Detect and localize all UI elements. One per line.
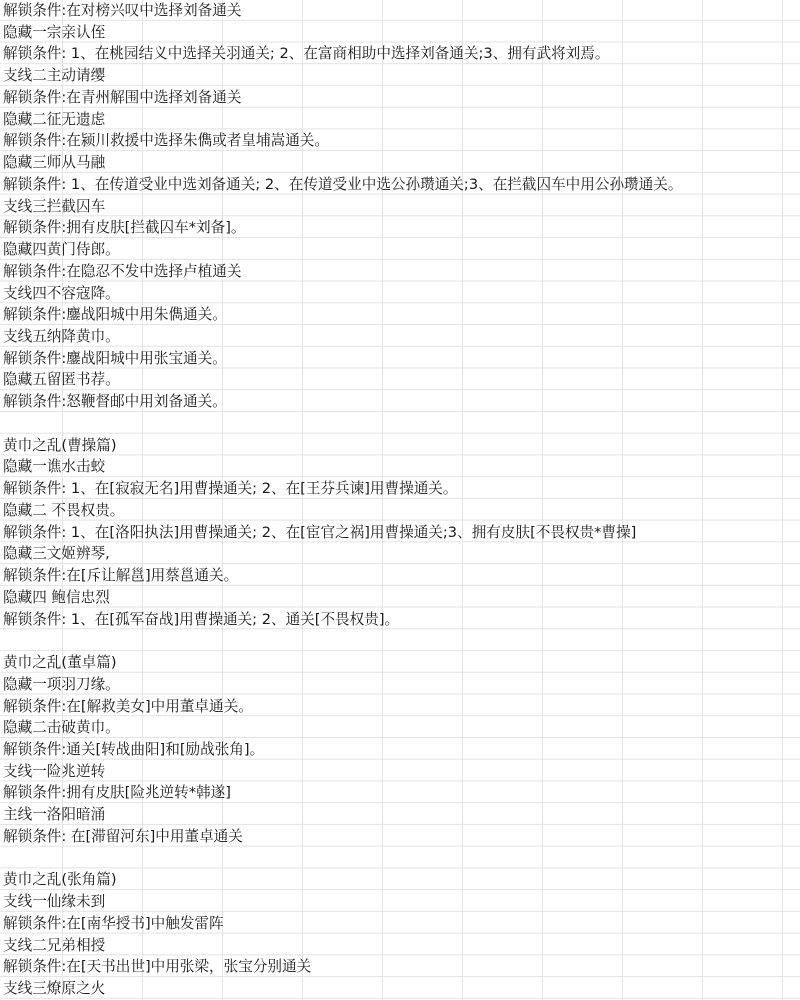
sheet-cell[interactable]: 解锁条件:在隐忍不发中选择卢植通关	[3, 262, 242, 280]
sheet-row	[0, 391, 800, 413]
sheet-row	[0, 978, 800, 1000]
sheet-cell[interactable]: 解锁条件:怒鞭督邮中用刘备通关。	[3, 393, 227, 411]
sheet-row	[0, 956, 800, 978]
sheet-row	[0, 826, 800, 848]
sheet-cell[interactable]: 隐藏五留匿书荐。	[3, 371, 120, 389]
sheet-cell[interactable]: 隐藏二 不畏权贵。	[3, 501, 125, 519]
sheet-cell[interactable]: 解锁条件:拥有皮肤[险兆逆转*韩遂]	[3, 784, 231, 802]
sheet-row	[0, 413, 800, 435]
sheet-row	[0, 587, 800, 609]
sheet-row	[0, 109, 800, 131]
sheet-row	[0, 891, 800, 913]
sheet-row	[0, 348, 800, 370]
sheet-cell[interactable]: 解锁条件:通关[转战曲阳]和[励战张角]。	[3, 740, 265, 758]
sheet-row	[0, 130, 800, 152]
sheet-cell[interactable]: 解锁条件: 在[滞留河东]中用董卓通关	[3, 827, 243, 845]
sheet-cell[interactable]: 解锁条件:在[解救美女]中用董卓通关。	[3, 697, 253, 715]
sheet-cell[interactable]: 隐藏三文姬辨琴,	[3, 545, 110, 563]
sheet-cell[interactable]: 解锁条件:鏖战阳城中用朱儁通关。	[3, 306, 227, 324]
sheet-cell[interactable]: 黄巾之乱(张角篇)	[3, 871, 117, 889]
sheet-row	[0, 913, 800, 935]
sheet-row	[0, 174, 800, 196]
sheet-cell[interactable]: 隐藏三师从马融	[3, 154, 106, 172]
sheet-cell[interactable]: 解锁条件: 1、在传道受业中选刘备通关; 2、在传道受业中选公孙瓒通关;3、在拦截囚车中用公孙瓒通关。	[3, 175, 683, 193]
sheet-cell[interactable]: 解锁条件:在[南华授书]中触发雷阵	[3, 914, 224, 932]
sheet-row	[0, 435, 800, 457]
sheet-cell[interactable]: 隐藏四黄门侍郎。	[3, 241, 120, 259]
sheet-cell[interactable]: 解锁条件:在颍川救援中选择朱儁或者皇埔嵩通关。	[3, 132, 329, 150]
sheet-row	[0, 304, 800, 326]
sheet-row	[0, 652, 800, 674]
sheet-row	[0, 869, 800, 891]
sheet-row	[0, 761, 800, 783]
sheet-cell[interactable]: 黄巾之乱(曹操篇)	[3, 436, 117, 454]
sheet-cell[interactable]: 解锁条件: 1、在[寂寂无名]用曹操通关; 2、在[王芬兵谏]用曹操通关。	[3, 480, 458, 498]
sheet-row	[0, 935, 800, 957]
sheet-cell[interactable]: 支线五纳降黄巾。	[3, 328, 120, 346]
sheet-cell[interactable]: 隐藏一宗亲认侄	[3, 23, 106, 41]
sheet-row	[0, 43, 800, 65]
sheet-row	[0, 522, 800, 544]
sheet-row	[0, 87, 800, 109]
sheet-row	[0, 152, 800, 174]
sheet-cell[interactable]: 支线二兄弟相授	[3, 936, 106, 954]
sheet-row	[0, 239, 800, 261]
sheet-cell[interactable]: 支线四不容寇降。	[3, 284, 120, 302]
sheet-cell[interactable]: 解锁条件:在对榜兴叹中选择刘备通关	[3, 2, 242, 19]
sheet-cell[interactable]: 解锁条件:在[斥让解邕]用蔡邕通关。	[3, 567, 239, 585]
sheet-cell[interactable]: 主线一洛阳暗涌	[3, 806, 106, 824]
sheet-cell[interactable]: 支线二主动请缨	[3, 67, 106, 85]
sheet-row	[0, 478, 800, 500]
sheet-row	[0, 717, 800, 739]
sheet-row	[0, 543, 800, 565]
sheet-row	[0, 261, 800, 283]
sheet-cell[interactable]: 隐藏一谯水击蛟	[3, 458, 106, 476]
sheet-row	[0, 674, 800, 696]
sheet-row	[0, 326, 800, 348]
sheet-row	[0, 696, 800, 718]
sheet-cell[interactable]: 支线三燎原之火	[3, 980, 106, 998]
sheet-cell[interactable]: 解锁条件: 1、在桃园结义中选择关羽通关; 2、在富商相助中选择刘备通关;3、拥有武将刘焉。	[3, 45, 610, 63]
sheet-row	[0, 848, 800, 870]
sheet-row	[0, 782, 800, 804]
sheet-row	[0, 609, 800, 631]
sheet-row	[0, 369, 800, 391]
sheet-row	[0, 217, 800, 239]
sheet-cell[interactable]: 隐藏一项羽刀缘。	[3, 675, 120, 693]
sheet-row	[0, 804, 800, 826]
sheet-cell[interactable]: 隐藏二征无遗虑	[3, 110, 106, 128]
sheet-cell[interactable]: 隐藏四 鲍信忠烈	[3, 588, 110, 606]
sheet-cell[interactable]: 支线一仙缘未到	[3, 893, 106, 911]
sheet-row	[0, 630, 800, 652]
sheet-row	[0, 739, 800, 761]
sheet-cell[interactable]: 支线三拦截囚车	[3, 197, 106, 215]
sheet-cell[interactable]: 隐藏二击破黄巾。	[3, 719, 120, 737]
sheet-cell[interactable]: 解锁条件: 1、在[孤军奋战]用曹操通关; 2、通关[不畏权贵]。	[3, 610, 400, 628]
sheet-cell[interactable]: 黄巾之乱(董卓篇)	[3, 654, 117, 672]
sheet-cell[interactable]: 解锁条件:拥有皮肤[拦截囚车*刘备]。	[3, 219, 246, 237]
sheet-row	[0, 196, 800, 218]
sheet-row	[0, 65, 800, 87]
sheet-cell[interactable]: 解锁条件:鏖战阳城中用张宝通关。	[3, 349, 227, 367]
sheet-row	[0, 0, 800, 22]
sheet-row	[0, 500, 800, 522]
sheet-row	[0, 22, 800, 44]
sheet-cell[interactable]: 支线一险兆逆转	[3, 762, 106, 780]
sheet-cell[interactable]: 解锁条件:在[天书出世]中用张梁，张宝分别通关	[3, 958, 312, 976]
sheet-cell[interactable]: 解锁条件:在青州解围中选择刘备通关	[3, 88, 242, 106]
sheet-cell[interactable]: 解锁条件: 1、在[洛阳执法]用曹操通关; 2、在[宦官之祸]用曹操通关;3、拥有皮肤[不畏权贵*曹操]	[3, 523, 637, 541]
sheet-row	[0, 565, 800, 587]
sheet-row	[0, 283, 800, 305]
sheet-row	[0, 456, 800, 478]
